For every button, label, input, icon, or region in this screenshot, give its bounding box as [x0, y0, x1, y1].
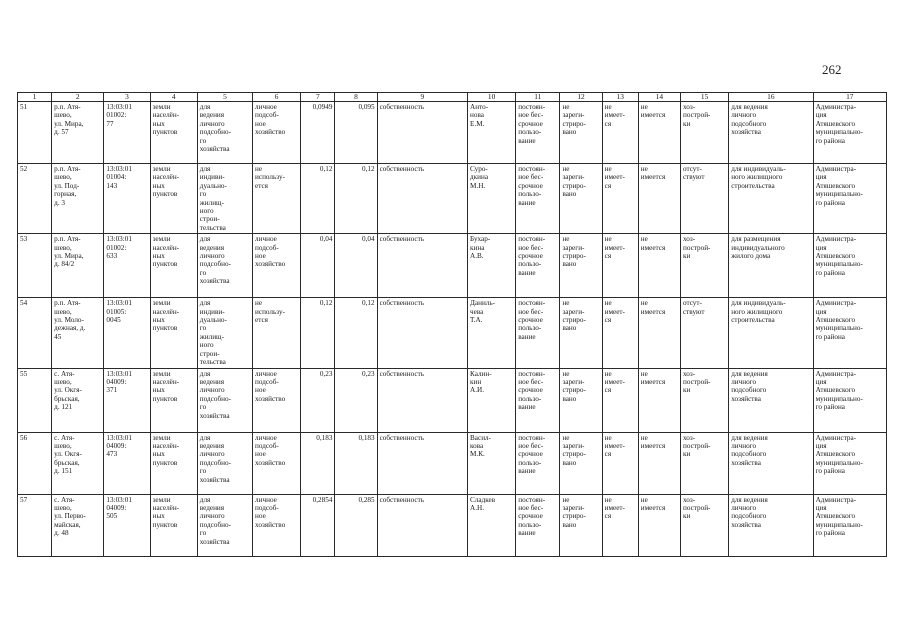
- column-header: 12: [560, 93, 602, 102]
- registration-cell: не зареги- стриро- вано: [560, 102, 602, 164]
- actual-use-cell: личное подсоб- ное хозяйство: [253, 494, 301, 556]
- owner-cell: Сладкев А.Н.: [468, 494, 516, 556]
- right-type-cell: постоян- ное бес- срочное пользо- вание: [516, 164, 560, 234]
- owner-cell: Суро- дкина М.Н.: [468, 164, 516, 234]
- right-type-cell: постоян- ное бес- срочное пользо- вание: [516, 102, 560, 164]
- right-type-cell: постоян- ное бес- срочное пользо- вание: [516, 432, 560, 494]
- land-category-cell: земли населён- ных пунктов: [150, 494, 197, 556]
- permitted-use-cell: для ведения личного подсобно- го хозяйства: [197, 234, 252, 298]
- area-cell: 0,23: [301, 368, 335, 432]
- row-number-cell: 56: [18, 432, 52, 494]
- page-number: 262: [822, 62, 842, 77]
- area-cell: 0,12: [301, 164, 335, 234]
- actual-use-cell: не использу- ется: [253, 164, 301, 234]
- row-number-cell: 55: [18, 368, 52, 432]
- purpose-cell: для ведения личного подсобного хозяйства: [729, 432, 813, 494]
- ownership-form-cell: собственность: [377, 234, 467, 298]
- restriction-cell: не имеется: [638, 164, 680, 234]
- area-rounded-cell: 0,285: [335, 494, 377, 556]
- column-header: 4: [150, 93, 197, 102]
- owner-cell: Бухар- кина А.В.: [468, 234, 516, 298]
- buildings-cell: хоз- построй- ки: [680, 432, 728, 494]
- purpose-cell: для размещения индивидуального жилого дома: [729, 234, 813, 298]
- column-header: 16: [729, 93, 813, 102]
- cadastral-number-cell: 13:03:01 01002: 77: [104, 102, 150, 164]
- owner-cell: Калин- кин А.И.: [468, 368, 516, 432]
- column-header: 14: [638, 93, 680, 102]
- table-row: [18, 494, 887, 556]
- cadastral-number-cell: 13:03:01 04009: 505: [104, 494, 150, 556]
- area-cell: 0,183: [301, 432, 335, 494]
- land-registry-table: [17, 92, 887, 557]
- right-type-cell: постоян- ное бес- срочное пользо- вание: [516, 494, 560, 556]
- permitted-use-cell: для ведения личного подсобно- го хозяйства: [197, 368, 252, 432]
- ownership-form-cell: собственность: [377, 164, 467, 234]
- owner-cell: Анто- нова Е.М.: [468, 102, 516, 164]
- column-header: 11: [516, 93, 560, 102]
- actual-use-cell: личное подсоб- ное хозяйство: [253, 234, 301, 298]
- encumbrance-cell: не имеет- ся: [602, 368, 638, 432]
- restriction-cell: не имеется: [638, 102, 680, 164]
- purpose-cell: для индивидуаль- ного жилищного строительства: [729, 164, 813, 234]
- restriction-cell: не имеется: [638, 234, 680, 298]
- encumbrance-cell: не имеет- ся: [602, 432, 638, 494]
- restriction-cell: не имеется: [638, 494, 680, 556]
- registration-cell: не зареги- стриро- вано: [560, 494, 602, 556]
- area-rounded-cell: 0,04: [335, 234, 377, 298]
- land-category-cell: земли населён- ных пунктов: [150, 432, 197, 494]
- ownership-form-cell: собственность: [377, 298, 467, 368]
- column-header: 10: [468, 93, 516, 102]
- restriction-cell: не имеется: [638, 432, 680, 494]
- buildings-cell: хоз- построй- ки: [680, 494, 728, 556]
- table-body: [18, 102, 887, 557]
- actual-use-cell: личное подсоб- ное хозяйство: [253, 368, 301, 432]
- buildings-cell: хоз- построй- ки: [680, 234, 728, 298]
- owner-cell: Даниль- чева Т.А.: [468, 298, 516, 368]
- cadastral-number-cell: 13:03:01 04009: 473: [104, 432, 150, 494]
- column-header: 13: [602, 93, 638, 102]
- administration-cell: Администра- ция Атяшевского муниципально- го района: [813, 102, 886, 164]
- column-number-row: [18, 93, 887, 102]
- address-cell: р.п. Атя- шево, ул. Мира, д. 84/2: [52, 234, 104, 298]
- right-type-cell: постоян- ное бес- срочное пользо- вание: [516, 368, 560, 432]
- permitted-use-cell: для ведения личного подсобно- го хозяйства: [197, 102, 252, 164]
- land-category-cell: земли населён- ных пунктов: [150, 234, 197, 298]
- administration-cell: Администра- ция Атяшевского муниципально- го района: [813, 164, 886, 234]
- ownership-form-cell: собственность: [377, 102, 467, 164]
- right-type-cell: постоян- ное бес- срочное пользо- вание: [516, 298, 560, 368]
- registration-cell: не зареги- стриро- вано: [560, 164, 602, 234]
- area-cell: 0,0949: [301, 102, 335, 164]
- column-header: 5: [197, 93, 252, 102]
- table-row: [18, 298, 887, 368]
- address-cell: р.п. Атя- шево, ул. Мира, д. 57: [52, 102, 104, 164]
- area-rounded-cell: 0,095: [335, 102, 377, 164]
- area-rounded-cell: 0,23: [335, 368, 377, 432]
- row-number-cell: 51: [18, 102, 52, 164]
- encumbrance-cell: не имеет- ся: [602, 164, 638, 234]
- administration-cell: Администра- ция Атяшевского муниципально- го района: [813, 432, 886, 494]
- table-row: [18, 432, 887, 494]
- cadastral-number-cell: 13:03:01 01005: 0045: [104, 298, 150, 368]
- permitted-use-cell: для ведения личного подсобно- го хозяйства: [197, 494, 252, 556]
- administration-cell: Администра- ция Атяшевского муниципально- го района: [813, 368, 886, 432]
- restriction-cell: не имеется: [638, 298, 680, 368]
- purpose-cell: для индивидуаль- ного жилищного строительства: [729, 298, 813, 368]
- encumbrance-cell: не имеет- ся: [602, 102, 638, 164]
- registration-cell: не зареги- стриро- вано: [560, 234, 602, 298]
- registration-cell: не зареги- стриро- вано: [560, 298, 602, 368]
- ownership-form-cell: собственность: [377, 432, 467, 494]
- column-header: 8: [335, 93, 377, 102]
- address-cell: р.п. Атя- шево, ул. Под- горная, д. 3: [52, 164, 104, 234]
- area-cell: 0,04: [301, 234, 335, 298]
- encumbrance-cell: не имеет- ся: [602, 234, 638, 298]
- area-rounded-cell: 0,183: [335, 432, 377, 494]
- purpose-cell: для ведения личного подсобного хозяйства: [729, 494, 813, 556]
- actual-use-cell: личное подсоб- ное хозяйство: [253, 102, 301, 164]
- purpose-cell: для ведения личного подсобного хозяйства: [729, 102, 813, 164]
- row-number-cell: 54: [18, 298, 52, 368]
- address-cell: р.п. Атя- шево, ул. Моло- дежная, д. 45: [52, 298, 104, 368]
- land-category-cell: земли населён- ных пунктов: [150, 368, 197, 432]
- address-cell: с. Атя- шево, ул. Окгя- брьская, д. 121: [52, 368, 104, 432]
- actual-use-cell: личное подсоб- ное хозяйство: [253, 432, 301, 494]
- land-category-cell: земли населён- ных пунктов: [150, 102, 197, 164]
- right-type-cell: постоян- ное бес- срочное пользо- вание: [516, 234, 560, 298]
- administration-cell: Администра- ция Атяшевского муниципально- го района: [813, 494, 886, 556]
- table-row: [18, 234, 887, 298]
- encumbrance-cell: не имеет- ся: [602, 494, 638, 556]
- address-cell: с. Атя- шево, ул. Окгя- брьская, д. 151: [52, 432, 104, 494]
- buildings-cell: хоз- построй- ки: [680, 368, 728, 432]
- column-header: 15: [680, 93, 728, 102]
- address-cell: с. Атя- шево, ул. Перво- майская, д. 48: [52, 494, 104, 556]
- table-row: [18, 368, 887, 432]
- actual-use-cell: не использу- ется: [253, 298, 301, 368]
- purpose-cell: для ведения личного подсобного хозяйства: [729, 368, 813, 432]
- row-number-cell: 53: [18, 234, 52, 298]
- table-row: [18, 102, 887, 164]
- row-number-cell: 52: [18, 164, 52, 234]
- column-header: 2: [52, 93, 104, 102]
- area-rounded-cell: 0,12: [335, 164, 377, 234]
- area-cell: 0,2854: [301, 494, 335, 556]
- ownership-form-cell: собственность: [377, 368, 467, 432]
- ownership-form-cell: собственность: [377, 494, 467, 556]
- buildings-cell: отсут- ствуют: [680, 298, 728, 368]
- land-category-cell: земли населён- ных пунктов: [150, 164, 197, 234]
- permitted-use-cell: для индиви- дуально- го жилищ- ного строи- тельства: [197, 298, 252, 368]
- area-cell: 0,12: [301, 298, 335, 368]
- owner-cell: Васил- кова М.К.: [468, 432, 516, 494]
- cadastral-number-cell: 13:03:01 01004: 143: [104, 164, 150, 234]
- registration-cell: не зареги- стриро- вано: [560, 368, 602, 432]
- column-header: 9: [377, 93, 467, 102]
- table-row: [18, 164, 887, 234]
- cadastral-number-cell: 13:03:01 04009: 371: [104, 368, 150, 432]
- registration-cell: не зареги- стриро- вано: [560, 432, 602, 494]
- column-header: 3: [104, 93, 150, 102]
- area-rounded-cell: 0,12: [335, 298, 377, 368]
- buildings-cell: отсут- ствуют: [680, 164, 728, 234]
- cadastral-number-cell: 13:03:01 01002: 633: [104, 234, 150, 298]
- land-category-cell: земли населён- ных пунктов: [150, 298, 197, 368]
- buildings-cell: хоз- построй- ки: [680, 102, 728, 164]
- row-number-cell: 57: [18, 494, 52, 556]
- column-header: 17: [813, 93, 886, 102]
- column-header: 6: [253, 93, 301, 102]
- column-header: 7: [301, 93, 335, 102]
- encumbrance-cell: не имеет- ся: [602, 298, 638, 368]
- permitted-use-cell: для ведения личного подсобно- го хозяйства: [197, 432, 252, 494]
- column-header: 1: [18, 93, 52, 102]
- restriction-cell: не имеется: [638, 368, 680, 432]
- administration-cell: Администра- ция Атяшевского муниципально- го района: [813, 298, 886, 368]
- administration-cell: Администра- ция Атяшевского муниципально- го района: [813, 234, 886, 298]
- permitted-use-cell: для индиви- дуально- го жилищ- ного строи- тельства: [197, 164, 252, 234]
